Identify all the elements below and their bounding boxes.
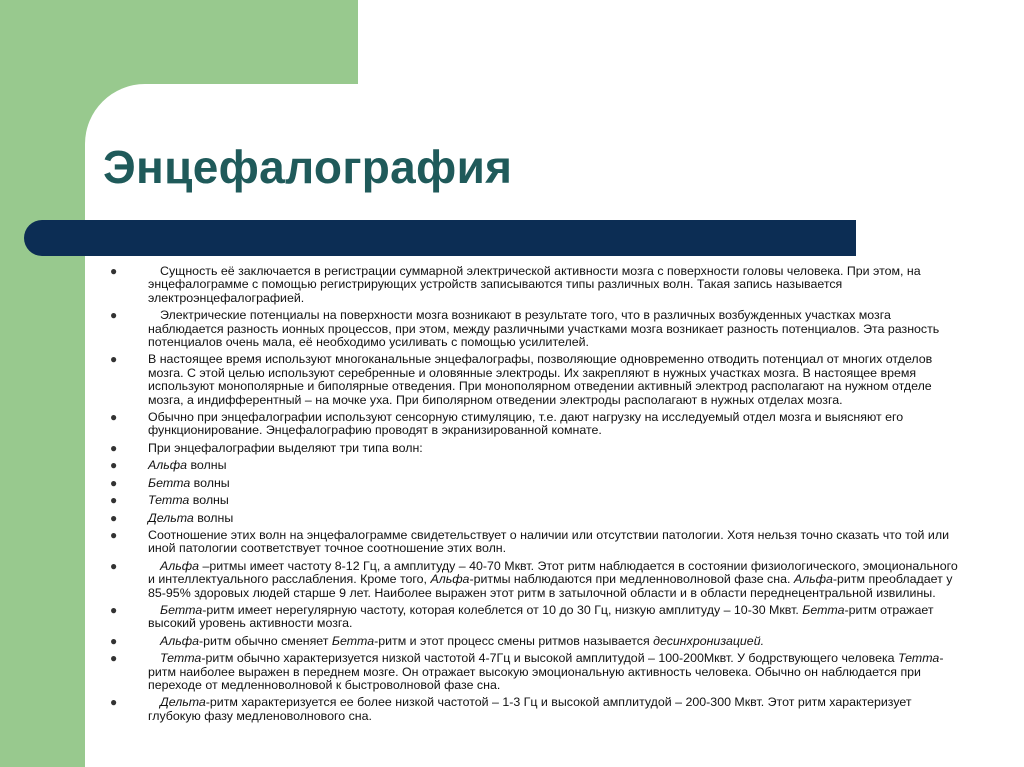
bullet-icon: ● — [110, 264, 118, 278]
bullet-icon: ● — [110, 558, 118, 573]
list-item — [110, 696, 962, 723]
item-text: Электрические потенциалы на поверхности мозга возникают в результате того, что в различных возбужденных участках мозга наблюдается разность ионных процессов, при этом, между различными участками мозга возникает разность потенциалов. Эта разность потенциалов очень мала, её необходимо усиливать с помощью усилителей. — [148, 308, 940, 350]
list-item — [110, 635, 962, 648]
page-title: Энцефалография — [103, 141, 513, 193]
item-text: -ритм обычно характеризуется низкой частотой 4-7Гц и высокой амплитудой – 100-200Мквт. У бодрствующего человека — [201, 651, 898, 666]
bullet-icon: ● — [110, 633, 118, 648]
item-text: -ритм характеризуется ее более низкой частотой – 1-3 Гц и высокой амплитудой – 200-300 Мквт. Этот ритм характеризует глубокую фазу медленоволнового сна. — [148, 695, 912, 723]
item-text: -ритмы наблюдаются при медленноволновой фазе сна. — [469, 572, 794, 587]
wave-name: Альфа — [430, 572, 470, 587]
background-green-strip — [0, 0, 85, 767]
bullet-icon: ● — [110, 410, 118, 425]
item-text: -ритм отражает высокий уровень активности мозга. — [148, 602, 934, 631]
bullet-list — [110, 265, 962, 727]
bullet-icon: ● — [110, 475, 118, 490]
item-text: волны — [190, 475, 230, 490]
item-text: -ритм имеет нерегулярную частоту, которая колеблется от 10 до 30 Гц, низкую амплитуду – 10-30 Мквт. — [202, 602, 803, 617]
item-text: –ритмы имеет частоту 8-12 Гц, а амплитуду – 40-70 Мквт. Этот ритм наблюдается в состоянии физиологического, эмоционального и интеллектуального расслабления. Кроме того, — [148, 558, 958, 587]
list-item — [110, 529, 962, 556]
wave-name: Тетта — [160, 651, 202, 666]
bullet-icon: ● — [110, 651, 118, 666]
item-text: При энцефалографии выделяют три типа волн: — [148, 440, 423, 455]
wave-name: Альфа — [793, 572, 833, 587]
wave-name: Тетта — [898, 651, 940, 666]
bullet-icon: ● — [110, 493, 118, 508]
list-item — [110, 442, 962, 455]
term: десинхронизацией. — [653, 633, 765, 648]
list-item-delta — [110, 512, 962, 525]
wave-name: Альфа — [160, 633, 200, 648]
bullet-icon: ● — [110, 510, 118, 525]
item-text: -ритм преобладает у 85-95% здоровых людей старше 9 лет. Наиболее выражен этот ритм в затылочной области и в области переднецентральной извилины. — [148, 572, 953, 600]
item-text: -ритм обычно сменяет — [199, 633, 332, 648]
item-text: волны — [187, 458, 227, 473]
wave-name: Бетта — [148, 475, 191, 490]
list-item — [110, 652, 962, 692]
bullet-icon: ● — [110, 308, 118, 323]
list-item — [110, 560, 962, 600]
bullet-icon: ● — [110, 602, 118, 617]
item-text: -ритм наиболее выражен в переднем мозге. Он отражает высокую эмоциональную активность человека. Обычно он наблюдается при переходе от медленноволновой к быстроволновой фазе сна. — [148, 651, 944, 692]
wave-name: Дельта — [148, 510, 194, 525]
list-item — [110, 353, 962, 407]
item-text: Сущность её заключается в регистрации суммарной электрической активности мозга с поверхности головы человека. При этом, на энцефалограмме с помощью регистрирующих устройств записываются типы различных волн. Такая запись называется электроэнцефалографией. — [148, 264, 921, 305]
list-item — [110, 309, 962, 349]
list-item-beta — [110, 477, 962, 490]
item-text: Обычно при энцефалографии используют сенсорную стимуляцию, т.е. дают нагрузку на исследуемый отдел мозга и выясняют его функционирование. Энцефалографию проводят в экранизированной комнате. — [148, 410, 904, 438]
list-item — [110, 604, 962, 631]
wave-name: Бетта — [331, 633, 375, 648]
title-divider-bar — [24, 220, 856, 256]
item-text: В настоящее время используют многоканальные энцефалографы, позволяющие одновременно отводить потенциал от многих отделов мозга. С этой целью используют серебренные и оловянные электроды. Их закрепляют в нужных участках мозга. В настоящее время используют монополярные и биполярные отведения. При монополярном отведении активный электрод располагают на нужном отделе мозга, а индифферентный – на мочке уха. При биполярном отведении электроды располагают в нужных отделах мозга. — [148, 352, 933, 407]
bullet-icon: ● — [110, 440, 118, 455]
wave-name: Дельта — [160, 695, 206, 710]
list-item-alpha — [110, 459, 962, 472]
item-text: волны — [193, 510, 234, 525]
bullet-icon: ● — [110, 352, 118, 367]
item-text: Соотношение этих волн на энцефалограмме свидетельствует о наличии или отсутствии патологии. Хотя нельзя точно сказать что той или иной патологии соответствует точное соотношение этих волн. — [148, 527, 949, 556]
bullet-icon: ● — [110, 695, 118, 710]
wave-name: Альфа — [160, 558, 200, 573]
list-item-theta — [110, 494, 962, 507]
item-text: волны — [189, 493, 229, 508]
wave-name: Альфа — [148, 458, 188, 473]
list-item — [110, 265, 962, 305]
wave-name: Тетта — [148, 493, 190, 508]
wave-name: Бетта — [802, 602, 845, 617]
wave-name: Бетта — [160, 602, 203, 617]
bullet-icon: ● — [110, 527, 118, 542]
bullet-icon: ● — [110, 458, 118, 473]
item-text: -ритм и этот процесс смены ритмов называется — [374, 633, 654, 648]
list-item — [110, 411, 962, 438]
